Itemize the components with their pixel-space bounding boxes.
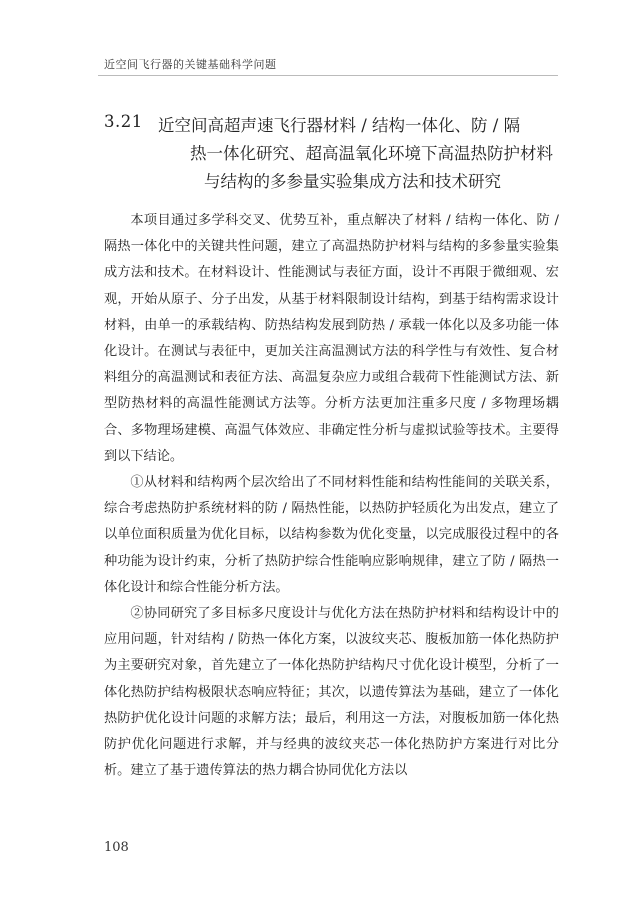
section-title-line-1: 近空间高超声速飞行器材料 / 结构一体化、防 / 隔	[158, 116, 521, 135]
section-number: 3.21	[104, 112, 143, 131]
body-text	[104, 208, 559, 784]
section-heading	[104, 112, 564, 196]
paragraph-conclusion-1: ①从材料和结构两个层次给出了不同材料性能和结构性能间的关联关系，综合考虑热防护系统材料的防 / 隔热性能，以热防护轻质化为出发点，建立了以单位面积质量为优化目标，以结构参数为优化变量，以完成服役过程中的各种功能为设计约束，分析了热防护综合性能响应影响规律，建立了防 / 隔热一体化设计和综合性能分析方法。	[104, 475, 559, 595]
paragraph-conclusion-2: ②协同研究了多目标多尺度设计与优化方法在热防护材料和结构设计中的应用问题，针对结构 / 防热一体化方案，以波纹夹芯、腹板加筋一体化热防护为主要研究对象，首先建立了一体化热防护结构尺寸优化设计模型，分析了一体化热防护结构极限状态响应特征；其次，以遗传算法为基础，建立了一体化热防护优化设计问题的求解方法；最后，利用这一方法，对腹板加筋一体化热防护优化问题进行求解，并与经典的波纹夹芯一体化热防护方案进行对比分析。建立了基于遗传算法的热力耦合协同优化方法以	[104, 606, 559, 779]
running-header: 近空间飞行器的关键基础科学问题	[104, 58, 277, 71]
section-title-line-2: 热一体化研究、超高温氧化环境下高温热防护材料	[190, 144, 553, 163]
page-number: 108	[104, 840, 129, 855]
header-divider	[98, 75, 558, 76]
section-title	[158, 112, 564, 196]
paragraph-intro: 本项目通过多学科交叉、优势互补，重点解决了材料 / 结构一体化、防 / 隔热一体化中的关键共性问题，建立了高温热防护材料与结构的多参量实验集成方法和技术。在材料设计、性能测试与表征方面，设计不再限于微细观、宏观，开始从原子、分子出发，从基于材料限制设计结构，到基于结构需求设计材料，由单一的承载结构、防热结构发展到防热 / 承载一体化以及多功能一体化设计。在测试与表征中，更加关注高温测试方法的科学性与有效性、复合材料组分的高温测试和表征方法、高温复杂应力或组合载荷下性能测试方法、新型防热材料的高温性能测试方法等。分析方法更加注重多尺度 / 多物理场耦合、多物理场建模、高温气体效应、非确定性分析与虚拟试验等技术。主要得到以下结论。	[104, 213, 559, 464]
section-title-line-3: 与结构的多参量实验集成方法和技术研究	[204, 172, 501, 191]
